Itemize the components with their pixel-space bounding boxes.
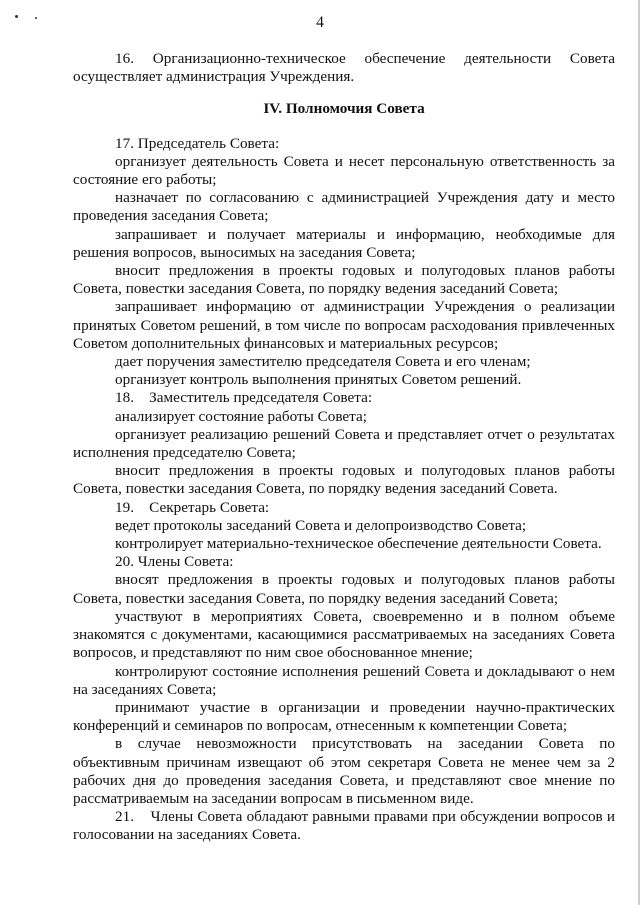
paragraph: назначает по согласованию с администрацией Учреждения дату и место проведения заседания Совета; [73,189,615,225]
paragraph: организует реализацию решений Совета и представляет отчет о результатах исполнения председателю Совета; [73,425,615,462]
paragraph: участвуют в мероприятиях Совета, своевременно и в полном объеме знакомятся с документами, касающимися рассматриваемых на заседаниях Совета вопросов, и представляют по ним свое обоснованное мнение; [73,607,615,662]
paragraph: в случае невозможности присутствовать на заседании Совета по объективным причинам извещают об этом секретаря Совета не менее чем за 2 рабочих дня до проведения заседания Совета, и представляют свое мнение по рассматриваемым на заседании вопросам в письменном виде. [73,735,615,807]
paragraph: анализирует состояние работы Совета; [115,407,367,425]
paragraph-19-title: 19. Секретарь Совета: [115,498,270,516]
paragraph: вносит предложения в проекты годовых и полугодовых планов работы Совета, повестки заседания Совета, по порядку ведения заседаний Совета; [73,262,615,298]
paragraph: вносят предложения в проекты годовых и полугодовых планов работы Совета, повестки заседания Совета, по порядку ведения заседаний Совета; [73,571,615,607]
paragraph-20-title: 20. Члены Совета: [115,553,234,571]
paragraph-21: 21. Члены Совета обладают равными правами при обсуждении вопросов и голосовании на заседаниях Совета. [73,808,619,844]
paragraph: принимают участие в организации и проведении научно-практических конференций и семинаров по вопросам, отнесенным к компетенции Совета; [73,698,615,735]
section-heading: IV. Полномочия Совета [263,100,425,118]
paragraph-17-title: 17. Председатель Совета: [115,134,280,152]
paragraph: ведет протоколы заседаний Совета и делопроизводство Совета; [115,516,527,534]
paragraph: вносит предложения в проекты годовых и полугодовых планов работы Совета, повестки заседания Совета, по порядку ведения заседаний Совета. [73,462,615,498]
paragraph: дает поручения заместителю председателя Совета и его членам; [115,353,531,371]
paragraph-16: 16. Организационно-техническое обеспечение деятельности Совета осуществляет администрация Учреждения. [73,50,615,86]
paragraph: контролирует материально-техническое обеспечение деятельности Совета. [115,535,602,553]
page-number: 4 [316,14,324,31]
document-body [73,50,619,845]
paragraph: запрашивает информацию от администрации Учреждения о реализации принятых Советом решений, в том числе по вопросам расходования привлеченных Советом дополнительных финансовых и материальных ресурсов; [73,298,615,352]
paragraph: организует контроль выполнения принятых Советом решений. [115,371,522,389]
paragraph-18-title: 18. Заместитель председателя Совета: [115,389,373,407]
paragraph: организует деятельность Совета и несет персональную ответственность за состояние его работы; [73,152,615,189]
paragraph: контролируют состояние исполнения решений Совета и докладывают о нем на заседаниях Совета; [73,662,615,698]
paragraph: запрашивает и получает материалы и информацию, необходимые для решения вопросов, выносимых на заседания Совета; [73,225,615,261]
